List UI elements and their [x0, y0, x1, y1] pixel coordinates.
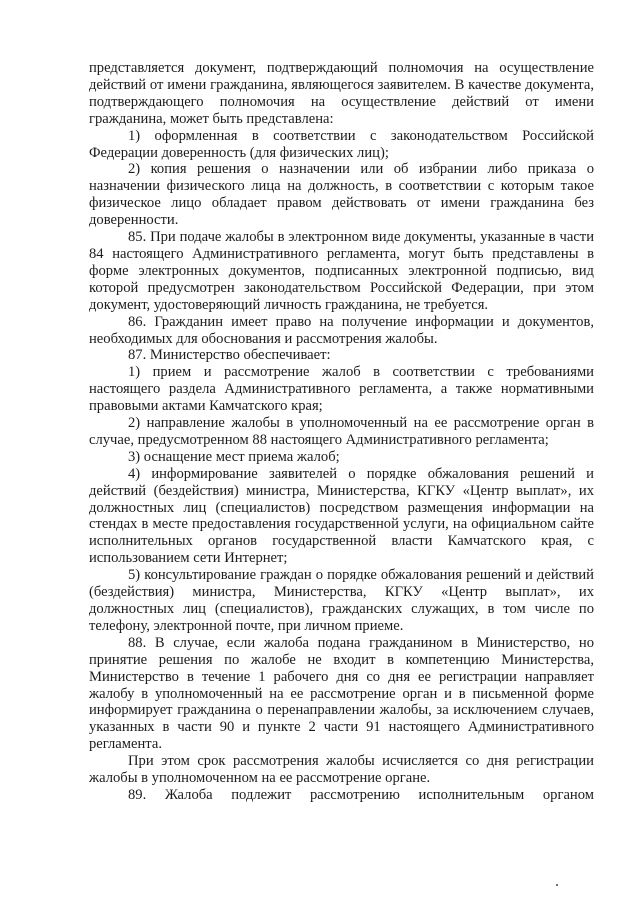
paragraph-89: 89. Жалоба подлежит рассмотрению исполнительным органом [128, 786, 594, 803]
scan-speck [556, 884, 558, 886]
paragraph-87: 87. Министерство обеспечивает: [128, 347, 331, 364]
paragraph-item-2-appointment-copy: 2) копия решения о назначении или об избрании либо приказа о назначении физического лица на должность, в соответствии с которым такое физическое лицо обладает правом действовать от имени гражданина без доверенности. [89, 161, 594, 229]
document-body [89, 60, 594, 804]
paragraph-87-item-5: 5) консультирование граждан о порядке обжалования решений и действий (бездействия) министра, Министерства, КГКУ «Центр выплат», их должностных лиц (специалистов), гражданских служащих, в том числе по телефону, электронной почте, при личном приеме. [89, 567, 594, 634]
paragraph-87-item-3: 3) оснащение мест приема жалоб; [128, 448, 340, 465]
paragraph-87-item-4: 4) информирование заявителей о порядке обжалования решений и действий (бездействия) министра, Министерства, КГКУ «Центр выплат», их должностных лиц (специалистов) посредством размещения информации на стендах в месте предоставления государственной услуги, на официальном сайте исполнительных органов государственной власти Камчатского края, с использованием сети Интернет; [89, 465, 594, 567]
paragraph-87-item-1: 1) прием и рассмотрение жалоб в соответствии с требованиями настоящего раздела Административного регламента, а также нормативными правовыми актами Камчатского края; [89, 364, 594, 415]
paragraph-continuation: представляется документ, подтверждающий полномочия на осуществление действий от имени гражданина, являющегося заявителем. В качестве документа, подтверждающего полномочия на осуществление действий от имени гражданина, может быть представлена: [89, 60, 594, 127]
paragraph-87-item-2: 2) направление жалобы в уполномоченный на ее рассмотрение орган в случае, предусмотренном 88 настоящего Административного регламента; [89, 415, 594, 448]
paragraph-88-term: При этом срок рассмотрения жалобы исчисляется со дня регистрации жалобы в уполномоченном на ее рассмотрение органе. [89, 753, 594, 787]
paragraph-item-1-power-of-attorney: 1) оформленная в соответствии с законодательством Российской Федерации доверенность (для физических лиц); [89, 127, 594, 161]
paragraph-88: 88. В случае, если жалоба подана гражданином в Министерство, но принятие решения по жалобе не входит в компетенцию Министерства, Министерство в течение 1 рабочего дня со дня ее регистрации направляет жалобу в уполномоченный на ее рассмотрение орган и в письменной форме информирует гражданина о перенаправлении жалобы, за исключением случаев, указанных в части 90 и пункте 2 части 91 настоящего Административного регламента. [89, 634, 594, 753]
paragraph-86: 86. Гражданин имеет право на получение информации и документов, необходимых для обоснования и рассмотрения жалобы. [89, 313, 594, 347]
paragraph-85: 85. При подаче жалобы в электронном виде документы, указанные в части 84 настоящего Административного регламента, могут быть представлены в форме электронных документов, подписанных электронной подписью, вид которой предусмотрен законодательством Российской Федерации, при этом документ, удостоверяющий личность гражданина, не требуется. [89, 229, 594, 313]
